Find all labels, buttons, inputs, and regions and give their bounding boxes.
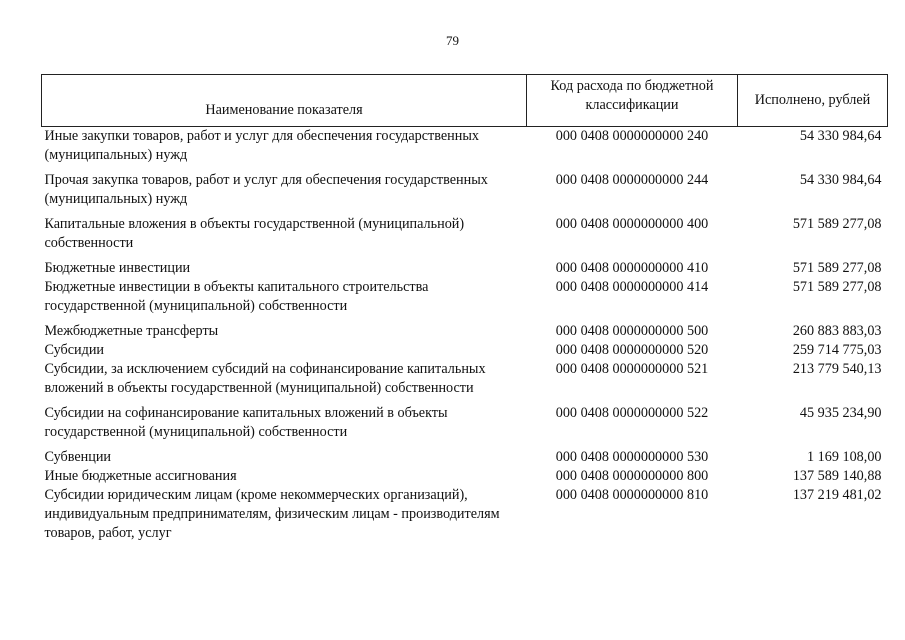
row-name: Капитальные вложения в объекты государственной (муниципальной) собственности [44, 216, 465, 251]
row-name: Прочая закупка товаров, работ и услуг для обеспечения государственных (муниципальных) нужд [44, 172, 488, 207]
row-amount: 1 169 108,00 [807, 449, 882, 465]
row-code: 000 0408 0000000000 800 [555, 468, 709, 484]
row-amount: 571 589 277,08 [792, 216, 882, 232]
header-indicator-name: Наименование показателя [42, 75, 527, 127]
row-amount: 259 714 775,03 [792, 342, 882, 358]
row-amount: 571 589 277,08 [792, 260, 882, 276]
row-code: 000 0408 0000000000 810 [555, 487, 709, 503]
table-row [42, 486, 888, 543]
row-amount: 54 330 984,64 [799, 172, 882, 188]
budget-table [41, 74, 888, 543]
row-name: Субсидии юридическим лицам (кроме некоммерческих организаций), индивидуальным предпринимателям, физическим лицам - производителям товаров, работ, услуг [44, 487, 500, 541]
row-code: 000 0408 0000000000 520 [555, 342, 709, 358]
row-amount: 45 935 234,90 [799, 405, 882, 421]
table-row [42, 341, 888, 360]
row-name: Субсидии, за исключением субсидий на софинансирование капитальных вложений в объекты государственной (муниципальной) собственности [44, 361, 486, 396]
table-row [42, 404, 888, 448]
table-row [42, 127, 888, 172]
row-amount: 213 779 540,13 [792, 361, 882, 377]
row-name: Субсидии на софинансирование капитальных вложений в объекты государственной (муниципальной) собственности [44, 405, 448, 440]
row-amount: 571 589 277,08 [792, 279, 882, 295]
header-executed-amount: Исполнено, рублей [738, 75, 888, 127]
row-code: 000 0408 0000000000 240 [555, 128, 709, 144]
row-name: Иные закупки товаров, работ и услуг для обеспечения государственных (муниципальных) нужд [44, 128, 479, 163]
table-row [42, 278, 888, 322]
row-name: Иные бюджетные ассигнования [44, 468, 237, 484]
row-amount: 137 219 481,02 [792, 487, 882, 503]
table-row [42, 467, 888, 486]
page-number: 79 [446, 33, 459, 48]
row-code: 000 0408 0000000000 410 [555, 260, 709, 276]
row-code: 000 0408 0000000000 244 [555, 172, 709, 188]
table-row [42, 171, 888, 215]
header-budget-code: Код расхода по бюджетной классификации [527, 75, 738, 127]
row-code: 000 0408 0000000000 400 [555, 216, 709, 232]
table-row [42, 259, 888, 278]
row-code: 000 0408 0000000000 500 [555, 323, 709, 339]
table-row [42, 215, 888, 259]
row-code: 000 0408 0000000000 521 [555, 361, 709, 377]
table-row [42, 322, 888, 341]
row-name: Субсидии [44, 342, 105, 358]
row-amount: 260 883 883,03 [792, 323, 882, 339]
table-header-row [42, 75, 888, 127]
row-code: 000 0408 0000000000 530 [555, 449, 709, 465]
row-code: 000 0408 0000000000 522 [555, 405, 709, 421]
row-name: Субвенции [44, 449, 112, 465]
row-code: 000 0408 0000000000 414 [555, 279, 709, 295]
row-name: Бюджетные инвестиции [44, 260, 191, 276]
table-row [42, 448, 888, 467]
row-amount: 54 330 984,64 [799, 128, 882, 144]
row-amount: 137 589 140,88 [792, 468, 882, 484]
table-row [42, 360, 888, 404]
row-name: Бюджетные инвестиции в объекты капитального строительства государственной (муниципальной) собственности [44, 279, 429, 314]
row-name: Межбюджетные трансферты [44, 323, 219, 339]
